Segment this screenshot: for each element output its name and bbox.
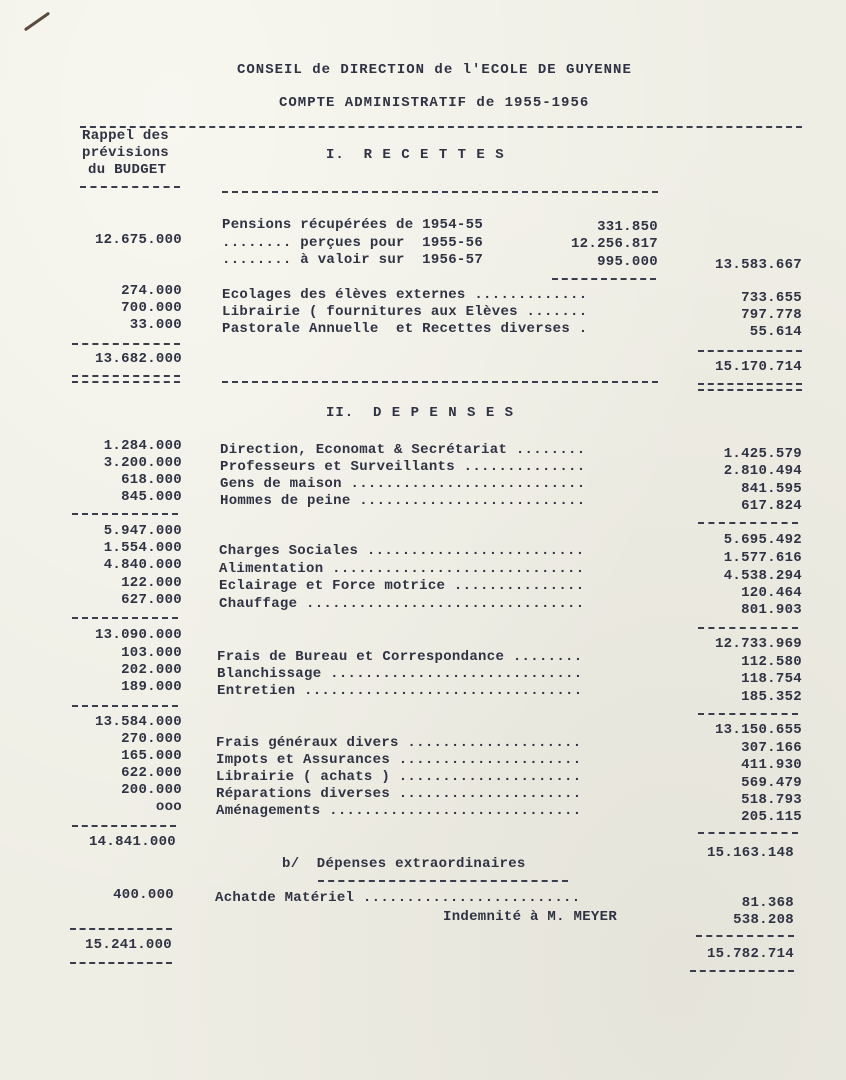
- total-value: 797.778: [741, 307, 802, 323]
- subtotal-value: 15.163.148: [706, 845, 794, 861]
- budget-subtotal: 14.841.000: [88, 834, 176, 850]
- budget-value: 122.000: [121, 575, 182, 591]
- total-value: 185.352: [741, 689, 802, 705]
- budget-rule: [70, 962, 172, 964]
- depense-label: Frais de Bureau et Correspondance ........: [217, 649, 583, 665]
- pension-value: 12.256.817: [570, 236, 658, 252]
- budget-value: 33.000: [129, 317, 182, 333]
- budget-total: 13.682.000: [94, 351, 182, 367]
- depense-label: Réparations diverses .....................: [216, 786, 582, 802]
- budget-value: 400.000: [113, 887, 174, 903]
- budget-value: ooo: [155, 799, 182, 815]
- budget-value: 1.554.000: [103, 540, 182, 556]
- pension-value: 995.000: [597, 254, 658, 270]
- total-value: 841.595: [741, 481, 802, 497]
- budget-value: 12.675.000: [94, 232, 182, 248]
- total-rule: [698, 389, 802, 391]
- budget-header-line: prévisions: [82, 145, 170, 161]
- recettes-rule: [222, 191, 658, 193]
- depense-label: Gens de maison ...........................: [220, 476, 586, 492]
- document-title: CONSEIL de DIRECTION de l'ECOLE DE GUYENNE: [237, 62, 632, 78]
- extra-title: b/ Dépenses extraordinaires: [282, 856, 526, 872]
- total-value: 307.166: [741, 740, 802, 756]
- subtotal-value: 13.150.655: [714, 722, 802, 738]
- budget-value: 1.284.000: [103, 438, 182, 454]
- total-value: 538.208: [733, 912, 794, 928]
- header-rule: [80, 126, 802, 128]
- budget-rule: [70, 928, 172, 930]
- total-value: 411.930: [741, 757, 802, 773]
- budget-rule: [72, 375, 180, 377]
- budget-subtotal: 13.090.000: [94, 627, 182, 643]
- budget-value: 202.000: [121, 662, 182, 678]
- total-value: 118.754: [741, 671, 802, 687]
- budget-header-line: du BUDGET: [88, 162, 167, 178]
- recettes-end-rule: [222, 381, 658, 383]
- total-value: 81.368: [741, 895, 794, 911]
- budget-value: 618.000: [121, 472, 182, 488]
- total-rule: [698, 383, 802, 385]
- total-value: 1.577.616: [723, 550, 802, 566]
- total-rule: [698, 350, 802, 352]
- total-rule: [690, 970, 794, 972]
- total-value: 569.479: [741, 775, 802, 791]
- total-value: 55.614: [749, 324, 802, 340]
- budget-rule: [72, 617, 178, 619]
- total-value: 2.810.494: [723, 463, 802, 479]
- budget-value: 627.000: [121, 592, 182, 608]
- depense-label: Indemnité à M. MEYER: [443, 909, 618, 925]
- budget-value: 4.840.000: [103, 557, 182, 573]
- extra-rule: [318, 880, 568, 882]
- subtotal-value: 5.695.492: [723, 532, 802, 548]
- total-value: 801.903: [741, 602, 802, 618]
- budget-header-line: Rappel des: [82, 128, 170, 144]
- total-rule: [698, 522, 798, 524]
- total-rule: [698, 713, 798, 715]
- total-value: 733.655: [741, 290, 802, 306]
- depense-label: Alimentation .............................: [219, 561, 585, 577]
- total-value: 1.425.579: [723, 446, 802, 462]
- depense-label: Frais généraux divers ....................: [216, 735, 582, 751]
- budget-value: 189.000: [121, 679, 182, 695]
- budget-value: 200.000: [121, 782, 182, 798]
- total-value: 112.580: [741, 654, 802, 670]
- total-value: 4.538.294: [723, 568, 802, 584]
- depense-label: Hommes de peine ..........................: [220, 493, 586, 509]
- budget-rule: [72, 513, 178, 515]
- document-subtitle: COMPTE ADMINISTRATIF de 1955-1956: [279, 95, 590, 111]
- budget-value: 103.000: [121, 645, 182, 661]
- recettes-title: I. R E C E T T E S: [326, 147, 505, 163]
- budget-grand-total: 15.241.000: [84, 937, 172, 953]
- depense-label: Aménagements .............................: [216, 803, 582, 819]
- depense-label: Professeurs et Surveillants ..............: [220, 459, 586, 475]
- recette-label: Pastorale Annuelle et Recettes diverses .: [222, 321, 588, 337]
- depense-label: Eclairage et Force motrice ...............: [219, 578, 585, 594]
- recette-label: Ecolages des élèves externes .............: [222, 287, 588, 303]
- depenses-title: II. D E P E N S E S: [326, 405, 515, 421]
- total-value: 617.824: [741, 498, 802, 514]
- pension-rule: [552, 278, 656, 280]
- total-value: 205.115: [741, 809, 802, 825]
- budget-rule: [72, 381, 180, 383]
- depenses-grand-total: 15.782.714: [706, 946, 794, 962]
- depense-label: Achatde Matériel .........................: [215, 890, 581, 906]
- total-value: 13.583.667: [714, 257, 802, 273]
- ink-mark: [24, 12, 50, 32]
- pension-label: Pensions récupérées de 1954-55: [222, 217, 484, 233]
- recettes-total: 15.170.714: [714, 359, 802, 375]
- total-value: 120.464: [741, 585, 802, 601]
- budget-value: 270.000: [121, 731, 182, 747]
- subtotal-value: 12.733.969: [714, 636, 802, 652]
- budget-value: 845.000: [121, 489, 182, 505]
- budget-subtotal: 5.947.000: [103, 523, 182, 539]
- budget-rule: [72, 705, 178, 707]
- budget-value: 700.000: [121, 300, 182, 316]
- budget-value: 274.000: [121, 283, 182, 299]
- depense-label: Direction, Economat & Secrétariat ........: [220, 442, 586, 458]
- total-rule: [698, 627, 798, 629]
- budget-subtotal: 13.584.000: [94, 714, 182, 730]
- depense-label: Chauffage ................................: [219, 596, 585, 612]
- depense-label: Librairie ( achats ) .....................: [216, 769, 582, 785]
- budget-header-rule: [80, 186, 180, 188]
- recette-label: Librairie ( fournitures aux Elèves .......: [222, 304, 588, 320]
- total-rule: [696, 935, 794, 937]
- budget-rule: [72, 825, 176, 827]
- budget-value: 3.200.000: [103, 455, 182, 471]
- depense-label: Charges Sociales .........................: [219, 543, 585, 559]
- pension-value: 331.850: [597, 219, 658, 235]
- budget-value: 165.000: [121, 748, 182, 764]
- total-rule: [698, 832, 798, 834]
- depense-label: Impots et Assurances .....................: [216, 752, 582, 768]
- pension-label: ........ à valoir sur 1956-57: [222, 252, 484, 268]
- pension-label: ........ perçues pour 1955-56: [222, 235, 484, 251]
- budget-value: 622.000: [121, 765, 182, 781]
- budget-rule: [72, 343, 180, 345]
- depense-label: Blanchissage .............................: [217, 666, 583, 682]
- total-value: 518.793: [741, 792, 802, 808]
- depense-label: Entretien ................................: [217, 683, 583, 699]
